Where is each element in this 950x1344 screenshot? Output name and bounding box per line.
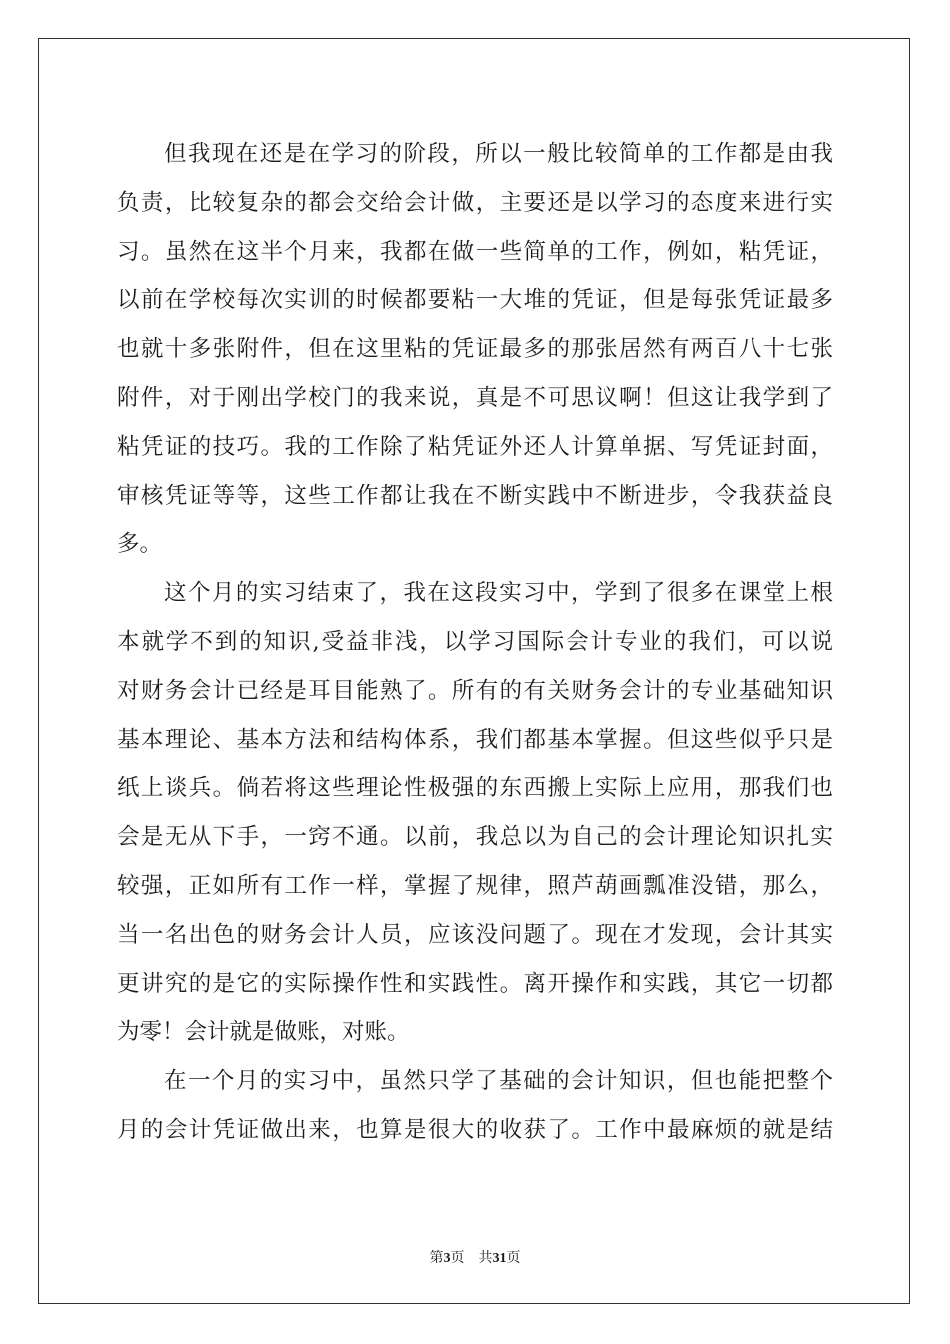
text-line: 为零！会计就是做账，对账。 [117, 1019, 410, 1046]
total-prefix: 共 [478, 1250, 493, 1266]
page-label-prefix: 第 [429, 1250, 444, 1266]
text-line: 也就十多张附件，但在这里粘的凭证最多的那张居然有两百八十七张 [117, 336, 833, 363]
text-line: 审核凭证等等，这些工作都让我在不断实践中不断进步，令我获益良 [117, 482, 833, 509]
text-line: 较强，正如所有工作一样，掌握了规律，照芦葫画瓢准没错，那么， [117, 872, 833, 899]
text-line: 习。虽然在这半个月来，我都在做一些简单的工作，例如，粘凭证， [117, 238, 833, 265]
text-line: 对财务会计已经是耳目能熟了。所有的有关财务会计的专业基础知识 [117, 677, 833, 704]
text-line: 在一个月的实习中，虽然只学了基础的会计知识，但也能把整个 [164, 1068, 833, 1095]
text-line: 附件，对于刚出学校门的我来说，真是不可思议啊！但这让我学到了 [117, 384, 833, 411]
text-line: 月的会计凭证做出来，也算是很大的收获了。工作中最麻烦的就是结 [117, 1116, 833, 1143]
text-line: 负责，比较复杂的都会交给会计做，主要还是以学习的态度来进行实 [117, 189, 833, 216]
total-pages: 31 [492, 1251, 507, 1266]
text-line: 更讲究的是它的实际操作性和实践性。离开操作和实践，其它一切都 [117, 970, 833, 997]
page-footer [0, 1249, 950, 1268]
text-line: 基本理论、基本方法和结构体系，我们都基本掌握。但这些似乎只是 [117, 726, 833, 753]
text-line: 会是无从下手，一窍不通。以前，我总以为自己的会计理论知识扎实 [117, 824, 833, 851]
text-line: 当一名出色的财务会计人员，应该没问题了。现在才发现，会计其实 [117, 921, 833, 948]
text-line: 但我现在还是在学习的阶段，所以一般比较简单的工作都是由我 [164, 141, 833, 167]
document-body [117, 130, 833, 1155]
text-line: 这个月的实习结束了，我在这段实习中，学到了很多在课堂上根 [164, 580, 833, 607]
page-number: 3 [443, 1251, 451, 1266]
text-line: 以前在学校每次实训的时候都要粘一大堆的凭证，但是每张凭证最多 [117, 287, 833, 314]
page-label-suffix: 页 [450, 1250, 465, 1266]
text-line: 多。 [117, 531, 163, 558]
total-suffix: 页 [506, 1250, 521, 1266]
text-line: 本就学不到的知识,受益非浅，以学习国际会计专业的我们，可以说 [117, 628, 833, 655]
text-line: 纸上谈兵。倘若将这些理论性极强的东西搬上实际上应用，那我们也 [117, 775, 833, 802]
text-line: 粘凭证的技巧。我的工作除了粘凭证外还人计算单据、写凭证封面， [117, 433, 833, 460]
